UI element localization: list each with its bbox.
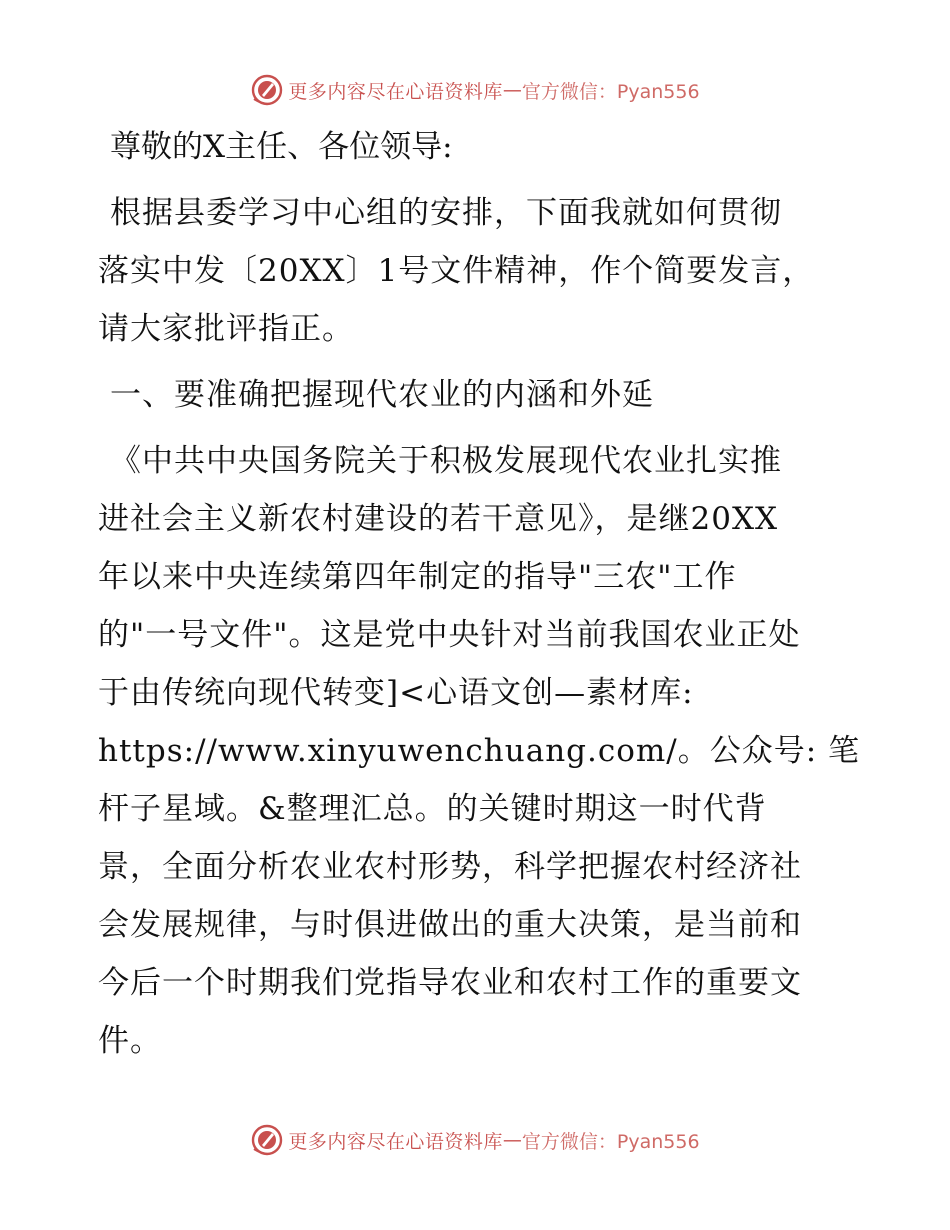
paragraph-line: 根据县委学习中心组的安排，下面我就如何贯彻: [110, 195, 782, 231]
paragraph-line: 今后一个时期我们党指导农业和农村工作的重要文: [98, 965, 802, 1001]
intro-paragraph: [98, 184, 858, 358]
banner-title: 更多内容尽在心语资料库: [288, 1130, 503, 1153]
banner-wechat: 官方微信：Pyan556: [521, 1130, 700, 1153]
footer-banner: [0, 1120, 950, 1160]
paragraph-line: 景，全面分析农业农村形势，科学把握农村经济社: [98, 849, 802, 885]
document-body: [98, 118, 861, 1078]
banner-title: 更多内容尽在心语资料库: [288, 80, 503, 103]
body-paragraph: [98, 432, 861, 1070]
paragraph-line: 于由传统向现代转变]<心语文创—素材库:: [98, 675, 694, 711]
footer-banner-inner: [250, 1123, 699, 1157]
paragraph-line: 请大家批评指正。: [98, 311, 354, 347]
pen-seal-logo-icon: [250, 1123, 284, 1157]
salutation: 尊敬的X主任、各位领导:: [110, 129, 453, 165]
paragraph-line: 的"一号文件"。这是党中央针对当前我国农业正处: [98, 617, 801, 653]
pen-seal-logo-icon: [250, 73, 284, 107]
paragraph-line: 件。: [98, 1023, 162, 1059]
paragraph-line: 杆子星域。&整理汇总。的关键时期这一时代背: [98, 791, 767, 827]
banner-dash: —: [502, 1129, 522, 1151]
paragraph-line: 落实中发〔20XX〕1号文件精神，作个简要发言，: [98, 253, 815, 289]
paragraph-line: 《中共中央国务院关于积极发展现代农业扎实推: [110, 443, 782, 479]
section-heading: 一、要准确把握现代农业的内涵和外延: [110, 377, 654, 413]
header-banner: [0, 70, 950, 110]
banner-wechat: 官方微信：Pyan556: [521, 80, 700, 103]
paragraph-line: https://www.xinyuwenchuang.com/。公众号: 笔: [98, 733, 861, 769]
banner-dash: —: [502, 79, 522, 101]
paragraph-line: 会发展规律，与时俱进做出的重大决策，是当前和: [98, 907, 802, 943]
paragraph-line: 年以来中央连续第四年制定的指导"三农"工作: [98, 559, 737, 595]
header-banner-inner: [250, 73, 699, 107]
paragraph-line: 进社会主义新农村建设的若干意见》，是继20XX: [98, 501, 779, 537]
